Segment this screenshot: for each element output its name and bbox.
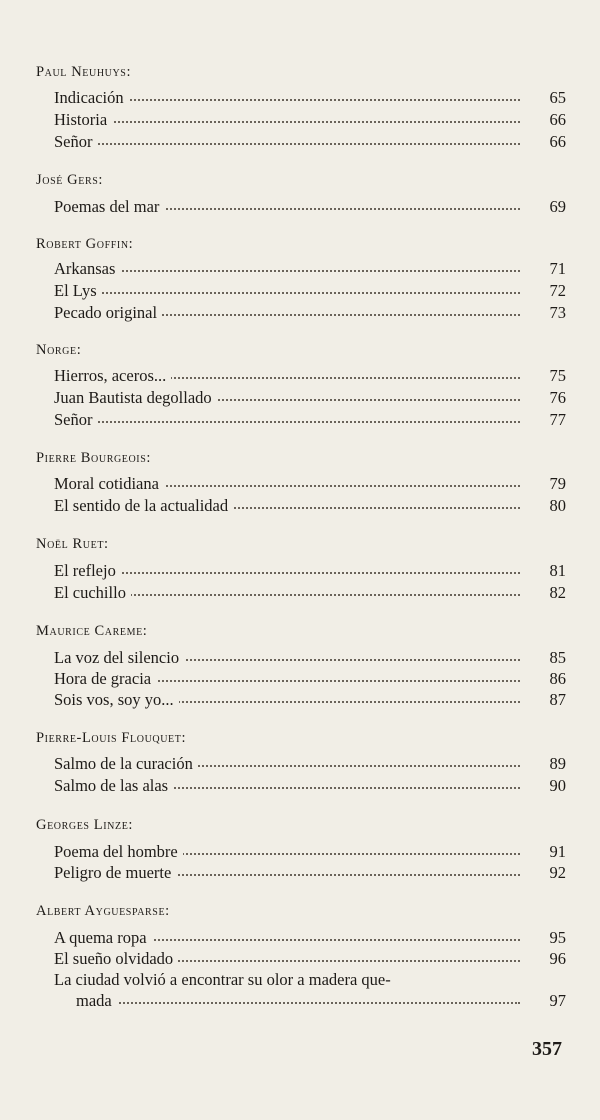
entry-title: El Lys xyxy=(54,280,102,302)
author-heading: Maurice Careme: xyxy=(36,623,148,639)
author-heading: Robert Goffin: xyxy=(36,236,134,252)
entry-page: 90 xyxy=(526,775,566,797)
entry-page: 72 xyxy=(526,280,566,302)
author-heading: Pierre-Louis Flouquet: xyxy=(36,730,187,746)
entry-title: El sueño olvidado xyxy=(54,948,178,970)
entry-page: 77 xyxy=(526,409,566,431)
toc-entry xyxy=(54,109,566,131)
entry-title-line: La ciudad volvió a encontrar su olor a madera que- xyxy=(54,970,391,989)
dot-leader xyxy=(54,292,520,294)
toc-entry xyxy=(54,582,566,604)
toc-entry xyxy=(54,495,566,517)
entry-page: 95 xyxy=(526,927,566,949)
entry-title: El reflejo xyxy=(54,560,121,582)
author-heading: José Gers: xyxy=(36,172,103,188)
toc-entry xyxy=(54,560,566,582)
author-heading: Norge: xyxy=(36,342,82,358)
entry-title: mada xyxy=(76,990,117,1012)
entry-page: 91 xyxy=(526,841,566,863)
entry-title: Hierros, aceros... xyxy=(54,365,171,387)
toc-entry xyxy=(54,775,566,797)
author-heading: Albert Ayguesparse: xyxy=(36,903,170,919)
entry-title: Arkansas xyxy=(54,258,120,280)
toc-entry xyxy=(54,647,566,669)
toc-entry xyxy=(54,473,566,495)
entry-page: 81 xyxy=(526,560,566,582)
entry-title: Poemas del mar xyxy=(54,196,164,218)
entry-page: 96 xyxy=(526,948,566,970)
entry-page: 97 xyxy=(526,990,566,1012)
entry-title: El sentido de la actualidad xyxy=(54,495,233,517)
toc-entry xyxy=(76,990,566,1012)
toc-entry xyxy=(54,862,566,884)
entry-title: Sois vos, soy yo... xyxy=(54,689,179,711)
entry-title: Salmo de las alas xyxy=(54,775,173,797)
entry-page: 69 xyxy=(526,196,566,218)
entry-page: 76 xyxy=(526,387,566,409)
author-heading: Noël Ruet: xyxy=(36,536,109,552)
entry-page: 85 xyxy=(526,647,566,669)
toc-entry xyxy=(54,409,566,431)
toc-entry xyxy=(54,280,566,302)
entry-title: Moral cotidiana xyxy=(54,473,164,495)
dot-leader xyxy=(54,270,520,272)
entry-page: 89 xyxy=(526,753,566,775)
toc-entry xyxy=(54,753,566,775)
toc-entry xyxy=(54,387,566,409)
entry-page: 80 xyxy=(526,495,566,517)
entry-title: Señor xyxy=(54,409,98,431)
entry-title: Poema del hombre xyxy=(54,841,183,863)
entry-title: A quema ropa xyxy=(54,927,152,949)
toc-entry xyxy=(54,841,566,863)
entry-title: Peligro de muerte xyxy=(54,862,176,884)
author-heading: Georges Linze: xyxy=(36,817,134,833)
entry-title: Señor xyxy=(54,131,98,153)
entry-page: 66 xyxy=(526,109,566,131)
toc-entry xyxy=(54,365,566,387)
entry-title: Salmo de la curación xyxy=(54,753,198,775)
dot-leader xyxy=(54,121,520,123)
dot-leader xyxy=(76,1002,520,1004)
entry-title: Pecado original xyxy=(54,302,162,324)
toc-entry xyxy=(54,948,566,970)
dot-leader xyxy=(54,572,520,574)
entry-title: Hora de gracia xyxy=(54,668,156,690)
entry-title: La voz del silencio xyxy=(54,647,184,669)
entry-page: 82 xyxy=(526,582,566,604)
entry-page: 79 xyxy=(526,473,566,495)
entry-page: 65 xyxy=(526,87,566,109)
toc-entry xyxy=(54,196,566,218)
entry-title: Juan Bautista degollado xyxy=(54,387,217,409)
dot-leader xyxy=(54,421,520,423)
entry-page: 66 xyxy=(526,131,566,153)
entry-title: Indicación xyxy=(54,87,129,109)
author-heading: Paul Neuhuys: xyxy=(36,64,132,80)
toc-entry xyxy=(54,131,566,153)
entry-page: 75 xyxy=(526,365,566,387)
entry-page: 71 xyxy=(526,258,566,280)
toc-entry xyxy=(54,668,566,690)
toc-entry xyxy=(54,87,566,109)
toc-entry xyxy=(54,927,566,949)
entry-title: Historia xyxy=(54,109,112,131)
author-heading: Pierre Bourgeois: xyxy=(36,450,152,466)
toc-entry xyxy=(54,302,566,324)
dot-leader xyxy=(54,143,520,145)
entry-page: 73 xyxy=(526,302,566,324)
entry-page: 86 xyxy=(526,668,566,690)
entry-title: El cuchillo xyxy=(54,582,131,604)
entry-page: 92 xyxy=(526,862,566,884)
toc-entry xyxy=(54,689,566,711)
toc-entry xyxy=(54,258,566,280)
entry-page: 87 xyxy=(526,689,566,711)
page-number: 357 xyxy=(532,1038,562,1060)
